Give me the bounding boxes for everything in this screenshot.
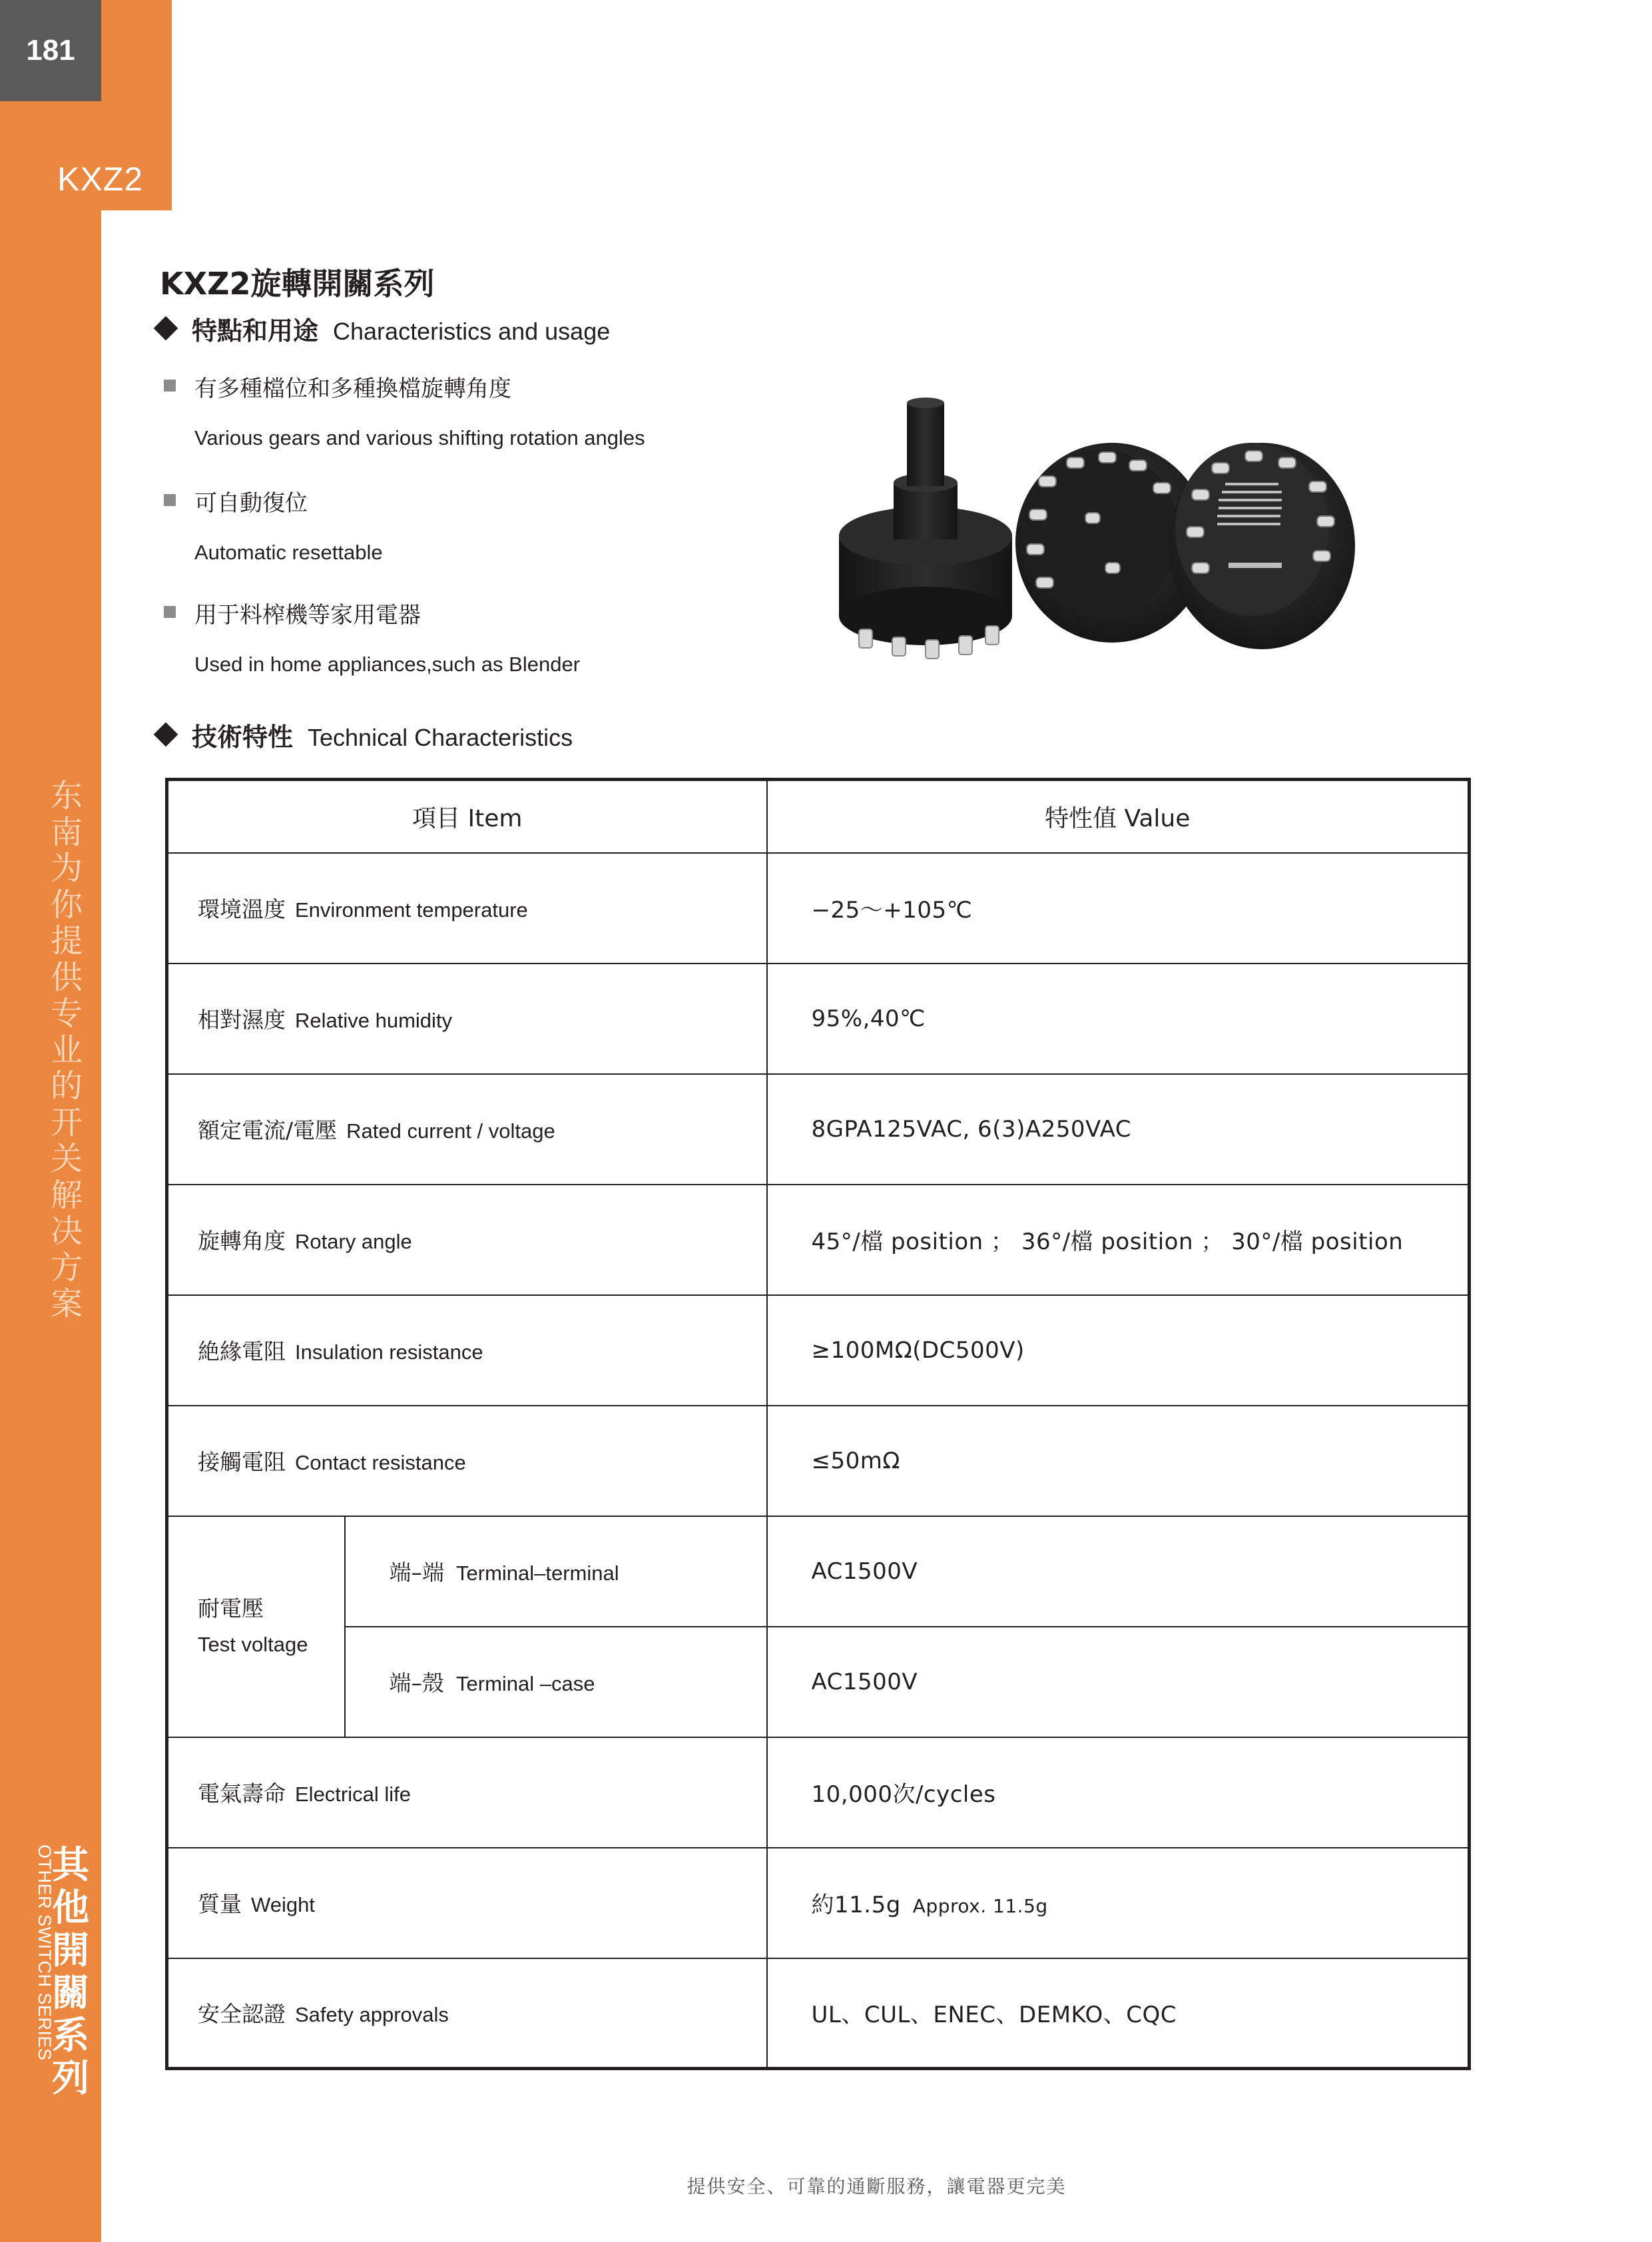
table-row: 質量 Weight 約11.5g Approx. 11.5g bbox=[167, 1848, 1470, 1958]
side-slogan: 东 南 为 你 提 供 专 业 的 开 关 解 决 方 案 bbox=[50, 777, 83, 1322]
table-row: 絶緣電阻 Insulation resistance ≥100MΩ(DC500V) bbox=[167, 1295, 1470, 1406]
series-label-en: OTHER SWITCH SERIES bbox=[35, 1844, 55, 2061]
table-row: 相對濕度 Relative humidity 95%,40℃ bbox=[167, 964, 1470, 1074]
table-row: 耐電壓 Test voltage 端–端 Terminal–terminal AC1500V bbox=[167, 1516, 1470, 1627]
model-tag: KXZ2 bbox=[57, 160, 144, 198]
table-row: 端–殼 Terminal –case AC1500V bbox=[167, 1627, 1470, 1737]
square-bullet-icon bbox=[164, 380, 176, 392]
diamond-bullet-icon bbox=[154, 722, 178, 747]
page-title: KXZ2旋轉開關系列 bbox=[160, 266, 435, 302]
table-header-row bbox=[167, 780, 1470, 853]
table-row: 電氣壽命 Electrical life 10,000次/cycles bbox=[167, 1737, 1470, 1848]
series-label-zh: 其 他 開 關 系 列 bbox=[52, 1844, 89, 2100]
diamond-bullet-icon bbox=[154, 316, 178, 341]
footer-slogan: 提供安全、可靠的通斷服務，讓電器更完美 bbox=[687, 2175, 1067, 2197]
product-photo bbox=[819, 396, 1358, 676]
header-item: 項目 Item bbox=[167, 780, 767, 853]
test-voltage-label: 耐電壓 Test voltage bbox=[167, 1516, 345, 1737]
characteristics-heading: 特點和用途 Characteristics and usage bbox=[157, 310, 610, 347]
technical-heading: 技術特性 Technical Characteristics bbox=[157, 716, 573, 753]
spec-table bbox=[165, 778, 1471, 2070]
table-row: 接觸電阻 Contact resistance ≤50mΩ bbox=[167, 1406, 1470, 1516]
table-row: 額定電流/電壓 Rated current / voltage 8GPA125VAC, 6(3)A250VAC bbox=[167, 1074, 1470, 1185]
header-value: 特性值 Value bbox=[767, 780, 1470, 853]
table-row: 旋轉角度 Rotary angle 45°/檔 position ； 36°/檔 position ； 30°/檔 position bbox=[167, 1185, 1470, 1295]
square-bullet-icon bbox=[164, 494, 176, 506]
table-row: 環境溫度 Environment temperature −25～+105℃ bbox=[167, 853, 1470, 964]
page-number: 181 bbox=[0, 0, 101, 101]
table-row: 安全認證 Safety approvals UL、CUL、ENEC、DEMKO、CQC bbox=[167, 1958, 1470, 2069]
square-bullet-icon bbox=[164, 606, 176, 618]
